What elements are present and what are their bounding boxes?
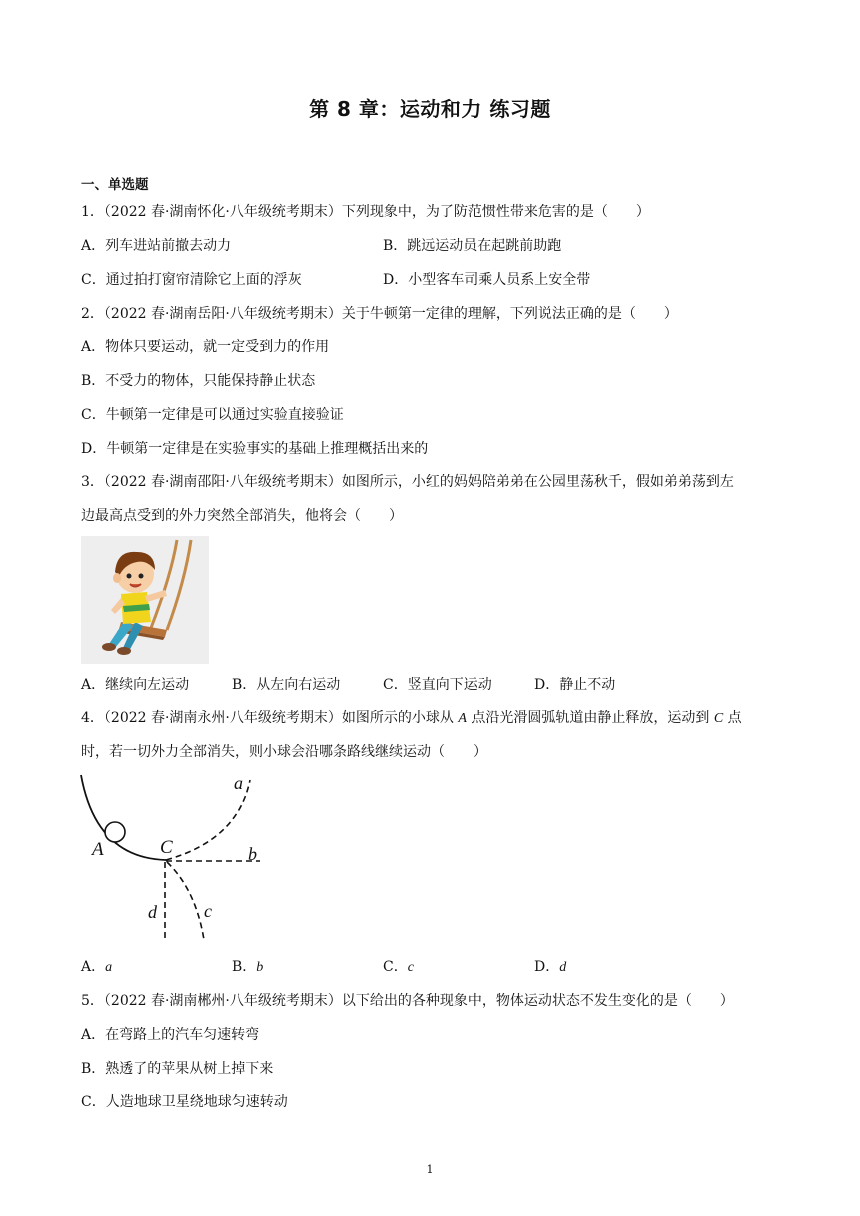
question-3-stem-line-1: 3．（2022 春·湖南邵阳·八年级统考期末）如图所示，小红的妈妈陪弟弟在公园里荡秋千，假如弟弟荡到左 [81,474,734,490]
question-4-option-c: C．c [383,959,414,975]
swing-boy-illustration [81,536,209,664]
question-5-stem: 5．（2022 春·湖南郴州·八年级统考期末）以下给出的各种现象中，物体运动状态不发生变化的是（ ） [81,993,734,1009]
question-1-option-d: D．小型客车司乘人员系上安全带 [383,272,591,288]
question-2-option-d: D．牛顿第一定律是在实验事实的基础上推理概括出来的 [81,441,429,457]
question-5-option-a: A．在弯路上的汽车匀速转弯 [81,1027,260,1043]
question-3-option-b: B．从左向右运动 [232,677,341,693]
section-heading: 一、单选题 [81,177,149,193]
question-2-stem: 2．（2022 春·湖南岳阳·八年级统考期末）关于牛顿第一定律的理解，下列说法正确的是（ ） [81,306,678,322]
question-1-option-b: B．跳远运动员在起跳前助跑 [383,238,562,254]
path-a-label: a [234,773,243,793]
question-4-option-b: B．b [232,959,264,975]
question-3-option-a: A．继续向左运动 [81,677,190,693]
path-c-label: c [204,901,212,921]
question-5-option-c: C．人造地球卫星绕地球匀速转动 [81,1094,288,1110]
question-4-option-d: D．d [534,959,567,975]
question-3-option-c: C．竖直向下运动 [383,677,492,693]
point-c-figure-label: C [160,837,173,858]
page-title: 第 8 章：运动和力 练习题 [309,97,551,121]
point-a-label: A [458,711,467,726]
question-3-stem-line-2: 边最高点受到的外力突然全部消失，他将会（ ） [81,508,403,524]
point-a-figure-label: A [92,839,104,860]
path-d-label: d [148,902,157,922]
question-1-option-c: C．通过拍打窗帘清除它上面的浮灰 [81,272,302,288]
question-4-stem-line-2: 时，若一切外力全部消失，则小球会沿哪条路线继续运动（ ） [81,744,487,760]
point-c-label: C [713,711,724,726]
question-1-stem: 1．（2022 春·湖南怀化·八年级统考期末）下列现象中，为了防范惯性带来危害的是（ ） [81,204,650,220]
question-2-option-a: A．物体只要运动，就一定受到力的作用 [81,339,330,355]
question-4-stem-line-1: 4．（2022 春·湖南永州·八年级统考期末）如图所示的小球从 A 点沿光滑圆弧轨道由静止释放，运动到 C 点 [81,710,742,726]
question-5-option-b: B．熟透了的苹果从树上掉下来 [81,1061,274,1077]
path-b-label: b [248,844,257,864]
question-4-option-a: A．a [81,959,113,975]
question-3-option-d: D．静止不动 [534,677,616,693]
question-1-option-a: A．列车进站前撤去动力 [81,238,232,254]
question-2-option-c: C．牛顿第一定律是可以通过实验直接验证 [81,407,344,423]
arc-track-diagram [78,770,278,945]
question-2-option-b: B．不受力的物体，只能保持静止状态 [81,373,316,389]
page-number: 1 [426,1163,434,1176]
